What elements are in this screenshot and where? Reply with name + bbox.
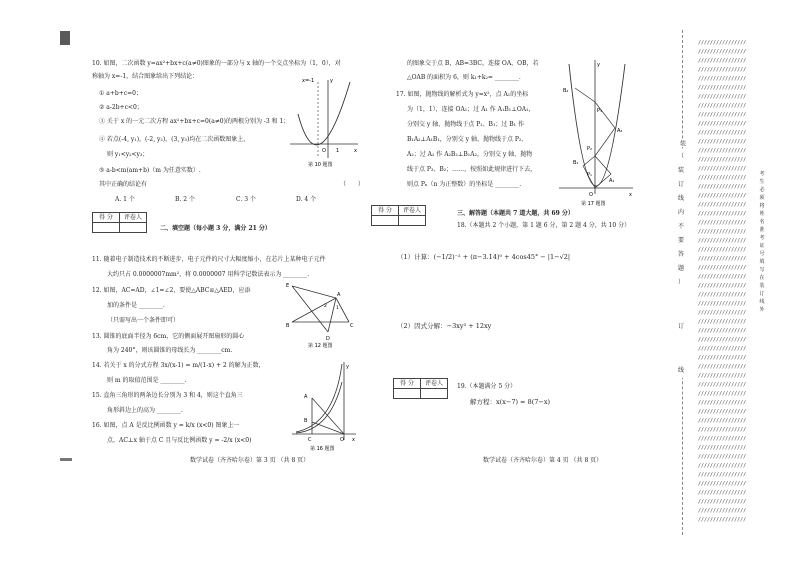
q10-figure: [288, 74, 360, 168]
svg-text:A: A: [337, 292, 341, 298]
q17-line3: 分别交 y 轴、抛物线于点 P₁、B₁；过 B₁ 作: [407, 121, 524, 128]
grader-label: 评卷人: [120, 213, 147, 223]
q10-fig-label-y: y: [330, 78, 333, 84]
svg-text:P₃: P₃: [597, 108, 603, 114]
q17-figure: [555, 58, 637, 206]
grader-cell[interactable]: [120, 223, 147, 233]
left-score-table: [92, 212, 147, 233]
q10-paren: （ ）: [340, 181, 365, 188]
score-cell[interactable]: [93, 223, 120, 233]
q10-fig-label-x: x: [354, 148, 357, 154]
score-cell[interactable]: [394, 389, 421, 399]
q16-line2: 点，AC⊥x 轴于点 C 且与反比例函数 y = -2/x (x<0): [107, 437, 252, 444]
q14-line2: 则 m 的取值范围是 ________.: [107, 377, 187, 384]
svg-text:C: C: [350, 323, 354, 329]
svg-text:B: B: [304, 418, 308, 424]
q10-option-c: C. 3 个: [236, 196, 256, 203]
svg-text:y: y: [346, 364, 349, 370]
q16-fig-caption: 第 16 题图: [310, 446, 335, 452]
q10-s1: ① a+b+c=0；: [99, 90, 142, 97]
q16-cont-2: △OAB 的面积为 6，则 k₁+k₂= ________.: [407, 74, 521, 81]
q10-fig-label-1: 1: [336, 148, 340, 154]
q17-line7: 则点 Pₙ（n 为正整数）的坐标是 ________.: [407, 181, 522, 188]
q15-line1: 15. 直角三角形的两条边长分别为 3 和 4，则这个直角三: [92, 392, 243, 399]
binding-instruction: 考 生 必 须 将 姓 名 准 考 证 号 填 写 在 装 订 线 外: [759, 171, 765, 313]
svg-text:y: y: [597, 62, 600, 68]
section3-title: 三、解答题（本题共 7 道大题，共 69 分）: [457, 210, 574, 217]
q16-figure: [290, 360, 358, 452]
q17-line2: 为（1，1），连接 OA₁；过 A₁ 作 A₁B₁⊥OA₁，: [407, 106, 535, 113]
score-label: 得 分: [93, 213, 120, 223]
q10-stem2: 称轴为 x=-1，结合图象给出下列结论：: [92, 73, 199, 80]
q10-fig-label-o: O: [322, 148, 326, 154]
left-footer: 数学试卷（齐齐哈尔卷）第 3 页 （共 8 页）: [190, 457, 310, 464]
svg-text:1: 1: [336, 306, 339, 311]
binding-column-text: 装: [678, 140, 686, 147]
scan-smudge: [60, 458, 72, 461]
svg-text:x: x: [629, 192, 632, 198]
svg-text:C: C: [308, 437, 312, 443]
svg-text:x: x: [352, 437, 355, 443]
binding-notice-column: （ 装 订 线 内 不 要 答 题 ） 订 线: [676, 150, 686, 378]
q11-line1: 11. 随着电子制造技术的不断进步，电子元件的尺寸大幅度缩小，在芯片上某种电子元件: [92, 256, 326, 263]
svg-text:B₂: B₂: [563, 88, 569, 94]
svg-text:P₁: P₁: [587, 172, 593, 178]
q10-fig-label-axis: x=-1: [302, 78, 315, 84]
svg-text:O: O: [589, 192, 593, 198]
q17-line1: 17. 如图，抛物线的解析式为 y=x²，点 A₁的坐标: [396, 91, 529, 98]
scan-mark: [60, 31, 70, 45]
q12-line3: （只需写出一个条件即可）: [107, 317, 180, 324]
right-score-table: 得 分 评卷人: [371, 205, 426, 226]
q10-option-a: A. 1 个: [115, 196, 135, 203]
svg-text:E: E: [286, 283, 290, 289]
svg-text:A₁: A₁: [609, 178, 615, 184]
q17-line6: 线于点 P₃、B₂；……，按照如此规律进行下去，: [407, 166, 537, 173]
grader-cell[interactable]: [421, 389, 448, 399]
q12-fig-caption: 第 12 题图: [308, 343, 333, 348]
score-cell[interactable]: [372, 216, 399, 226]
binding-strip: [678, 30, 774, 535]
q19-equation: 解方程：x(x−7) = 8(7−x): [470, 398, 551, 406]
q12-line2: 加的条件是 ________.: [107, 302, 165, 309]
q14-line1: 14. 若关于 x 的分式方程 3x/(x-1) = m/(1-x) + 2 的解为正数，: [92, 362, 265, 369]
q10-fig-caption: 第 10 题图: [308, 162, 333, 168]
binding-slashes: //////////////// //////////////// //////////////// //////////////// //////////////// //////////////// //////////////// //////////////// //////////////// //////////////// //////////////// //////////////// //////////////// //////////////// //////////////// //////////////// //////////////// //////////////// //////////////// //////////////// //////////////// //////////////// //////////////// //////////////// //////////////// //////////////// //////////////// //////////////// //////////////// //////////////// //////////////// //////////////// //////////////// //////////////// //////////////// //////////////// //////////////// //////////////// //////////////// //////////////// //////////////// //////////////// //////////////// //////////////// //////////////// //////////////// //////////////// //////////////// //////////////// //////////////// //////////////// //////////////// //////////////// ////////////////: [698, 40, 747, 523]
svg-text:B₁: B₁: [573, 160, 579, 166]
q13-line1: 13. 圆锥的底面半径为 6cm，它的侧面展开图扇形的圆心: [92, 333, 245, 340]
q17-fig-caption: 第 17 题图: [581, 201, 606, 206]
q10-stem1: 10. 如图，二次函数 y=ax²+bx+c(a≠0)图象的一部分与 x 轴的一个交点坐标为（1，0），对: [92, 60, 341, 67]
q15-line2: 角形斜边上的高为 ________.: [107, 407, 183, 414]
svg-text:B: B: [286, 323, 290, 329]
q12-line1: 12. 如图，AC=AD，∠1=∠2，要使△ABC≌△AED，应添: [92, 287, 251, 294]
q18-header: 18.（本题共 2 个小题，第 1 题 6 分，第 2 题 4 分，共 10 分）: [457, 222, 631, 229]
q10-ask: 其中正确的结论有: [99, 181, 148, 188]
q11-line2: 大约只占 0.0000007mm²，将 0.0000007 用科学记数法表示为 ________.: [107, 271, 310, 278]
q17-line5: A₂；过 A₂ 作 A₂B₂⊥B₁A₂，分别交 y 轴、抛物: [407, 151, 533, 158]
q19-header: 19.（本题满分 5 分）: [457, 383, 517, 390]
q18-part2: （2）因式分解：−3xy³ + 12xy: [397, 322, 492, 330]
svg-text:D: D: [326, 336, 330, 342]
q18-part1: （1）计算：(−1/2)⁻² + (π−3.14)⁰ + 4cos45° − |1−√2|: [397, 253, 571, 261]
grader-cell[interactable]: [399, 216, 426, 226]
right-footer: 数学试卷（齐齐哈尔卷）第 4 页 （共 8 页）: [483, 457, 603, 464]
svg-text:A₂: A₂: [617, 128, 623, 134]
q17-line4: B₁A₂⊥A₁B₁，分别交 y 轴、抛物线于点 P₂、: [407, 136, 528, 143]
q10-s2: ② a-2b+c<0；: [99, 104, 143, 111]
svg-text:2: 2: [324, 304, 327, 309]
svg-text:P₂: P₂: [587, 146, 593, 152]
q10-option-b: B. 2 个: [175, 196, 195, 203]
q10-option-d: D. 4 个: [296, 196, 317, 203]
q12-figure: [284, 280, 358, 348]
q10-s4b: 则 y₁<y₂<y₃；: [107, 151, 149, 158]
q16-line1: 16. 如图，点 A 是反比例函数 y = k/x (x<0) 图象上一: [92, 422, 240, 429]
q10-s4: ④ 若点(-4, y₁)，(-2, y₂)，(3, y₃)均在二次函数图象上，: [99, 136, 250, 143]
right-score-table-2: 得 分 评卷人: [393, 378, 448, 399]
section2-title: 二、填空题（每小题 3 分，满分 21 分）: [160, 225, 271, 232]
svg-text:A: A: [304, 394, 308, 400]
q10-s5: ⑤ a-b<m(am+b)（m 为任意实数）.: [99, 167, 201, 174]
q16-cont-1: 的图象交于点 B，AB=3BC，连接 OA，OB，若: [407, 60, 539, 67]
q10-s3: ③ 关于 x 的一元二次方程 ax²+bx+c=0(a≠0)的两根分别为 -3 和 1；: [99, 118, 290, 125]
svg-text:O: O: [340, 437, 344, 443]
q13-line2: 角为 240°，则该圆锥的母线长为 ________cm.: [107, 347, 233, 354]
